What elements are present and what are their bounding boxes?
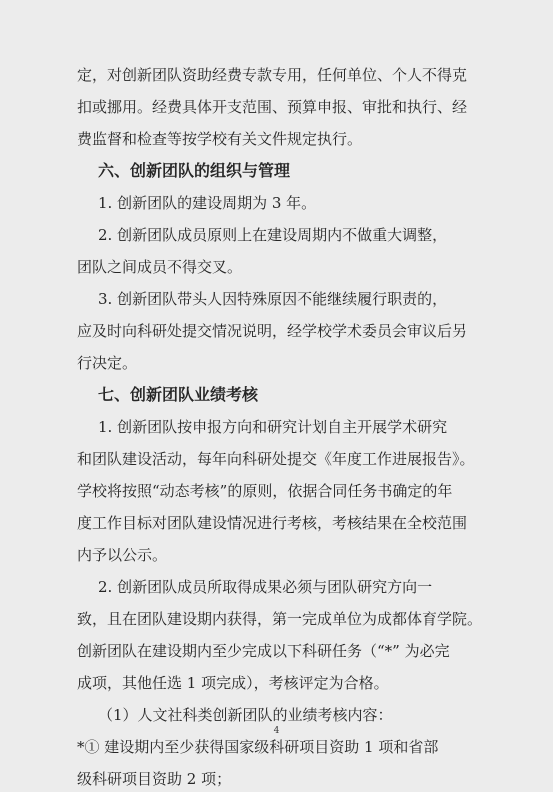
text-line: 内予以公示。 xyxy=(77,546,168,564)
page-number: 4 xyxy=(273,726,280,736)
text-line: 费监督和检查等按学校有关文件规定执行。 xyxy=(77,130,363,148)
section-heading: 六、创新团队的组织与管理 xyxy=(98,161,291,180)
text-line: （1）人文社科类创新团队的业绩考核内容： xyxy=(98,706,393,724)
text-line: 致，且在团队建设期内获得，第一完成单位为成都体育学院。 xyxy=(77,610,483,628)
text-line: 1. 创新团队按申报方向和研究计划自主开展学术研究 xyxy=(98,418,448,436)
text-line: 定，对创新团队资助经费专款专用，任何单位、个人不得克 xyxy=(77,66,468,84)
text-line: 团队之间成员不得交叉。 xyxy=(77,258,243,276)
section-heading: 七、创新团队业绩考核 xyxy=(98,385,259,404)
text-line: 行决定。 xyxy=(77,354,138,372)
text-line: 学校将按照“动态考核”的原则，依据合同任务书确定的年 xyxy=(77,482,453,500)
text-line: 3. 创新团队带头人因特殊原因不能继续履行职责的， xyxy=(98,290,448,308)
text-line: 1. 创新团队的建设周期为 3 年。 xyxy=(98,194,317,212)
text-line: *① 建设期内至少获得国家级科研项目资助 1 项和省部 xyxy=(77,738,439,756)
text-line: 成项，其他任选 1 项完成），考核评定为合格。 xyxy=(77,674,389,692)
text-line: 创新团队在建设期内至少完成以下科研任务（“*” 为必完 xyxy=(77,642,450,660)
text-line: 应及时向科研处提交情况说明，经学校学术委员会审议后另 xyxy=(77,322,468,340)
text-line: 度工作目标对团队建设情况进行考核，考核结果在全校范围 xyxy=(77,514,468,532)
text-line: 扣或挪用。经费具体开支范围、预算申报、审批和执行、经 xyxy=(77,98,468,116)
text-line: 级科研项目资助 2 项； xyxy=(77,770,232,788)
text-line: 2. 创新团队成员所取得成果必须与团队研究方向一 xyxy=(98,578,433,596)
text-line: 2. 创新团队成员原则上在建设周期内不做重大调整， xyxy=(98,226,448,244)
text-line: 和团队建设活动，每年向科研处提交《年度工作进展报告》。 xyxy=(77,450,475,468)
